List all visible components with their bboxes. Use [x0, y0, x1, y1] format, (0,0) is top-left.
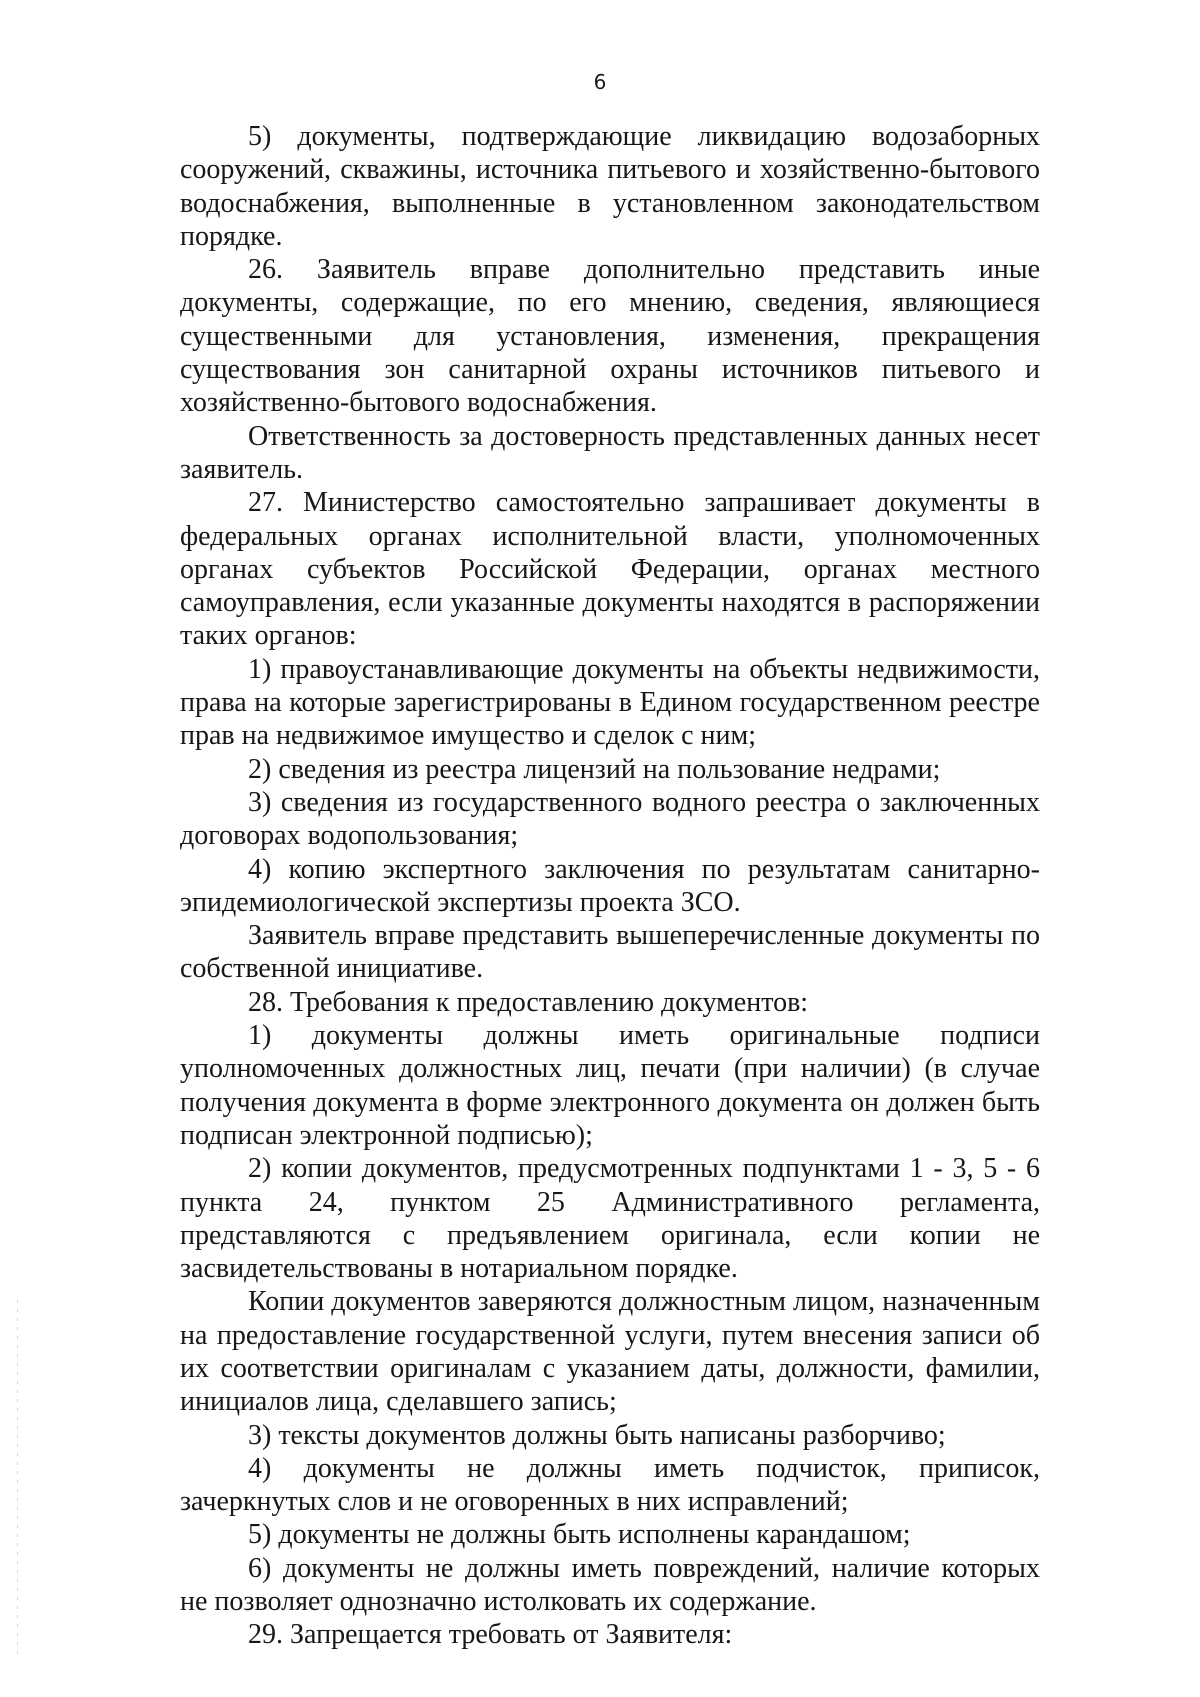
paragraph: 6) документы не должны иметь повреждений, наличие которых не позволяет однозначно истолковать их содержание.: [180, 1552, 1040, 1618]
paragraph: 5) документы не должны быть исполнены карандашом;: [248, 1519, 911, 1551]
paragraph: Копии документов заверяются должностным лицом, назначенным на предоставление государственной услуги, путем внесения записи об их соответствии оригиналам с указанием даты, должности, фамилии, инициалов лица, сделавшего запись;: [180, 1286, 1040, 1418]
paragraph: 3) тексты документов должны быть написаны разборчиво;: [248, 1419, 946, 1451]
paragraph: 26. Заявитель вправе дополнительно представить иные документы, содержащие, по его мнению, сведения, являющиеся существенными для установления, изменения, прекращения существования зон санитарной охраны источников питьевого и хозяйственно-бытового водоснабжения.: [180, 254, 1040, 419]
paragraph: 4) копию экспертного заключения по результатам санитарно-эпидемиологической экспертизы проекта ЗСО.: [180, 853, 1040, 918]
paragraph: 28. Требования к предоставлению документов:: [248, 986, 809, 1018]
paragraph: 2) копии документов, предусмотренных подпунктами 1 - 3, 5 - 6 пункта 24, пунктом 25 Административного регламента, представляются с предъявлением оригинала, если копии не засвидетельствованы в нотариальном порядке.: [180, 1153, 1040, 1285]
document-body: [180, 120, 1040, 1652]
paragraph: Ответственность за достоверность представленных данных несет заявитель.: [180, 420, 1040, 485]
scan-edge-artifact: [17, 1300, 18, 1660]
paragraph: 29. Запрещается требовать от Заявителя:: [248, 1619, 733, 1651]
paragraph: 27. Министерство самостоятельно запрашивает документы в федеральных органах исполнительной власти, уполномоченных органах субъектов Российской Федерации, органах местного самоуправления, если указанные документы находятся в распоряжении таких органов:: [180, 487, 1040, 652]
paragraph: 5) документы, подтверждающие ликвидацию водозаборных сооружений, скважины, источника питьевого и хозяйственно-бытового водоснабжения, выполненные в установленном законодательством порядке.: [180, 121, 1040, 252]
paragraph: 2) сведения из реестра лицензий на пользование недрами;: [248, 753, 941, 785]
paragraph: 3) сведения из государственного водного реестра о заключенных договорах водопользования;: [180, 786, 1040, 852]
paragraph: 4) документы не должны иметь подчисток, приписок, зачеркнутых слов и не оговоренных в них исправлений;: [180, 1452, 1040, 1518]
paragraph: Заявитель вправе представить вышеперечисленные документы по собственной инициативе.: [180, 920, 1040, 985]
paragraph: 1) документы должны иметь оригинальные подписи уполномоченных должностных лиц, печати (при наличии) (в случае получения документа в форме электронного документа он должен быть подписан электронной подписью);: [180, 1020, 1040, 1151]
paragraph: 1) правоустанавливающие документы на объекты недвижимости, права на которые зарегистрированы в Едином государственном реестре прав на недвижимое имущество и сделок с ним;: [180, 653, 1040, 752]
page-number: 6: [593, 70, 607, 94]
